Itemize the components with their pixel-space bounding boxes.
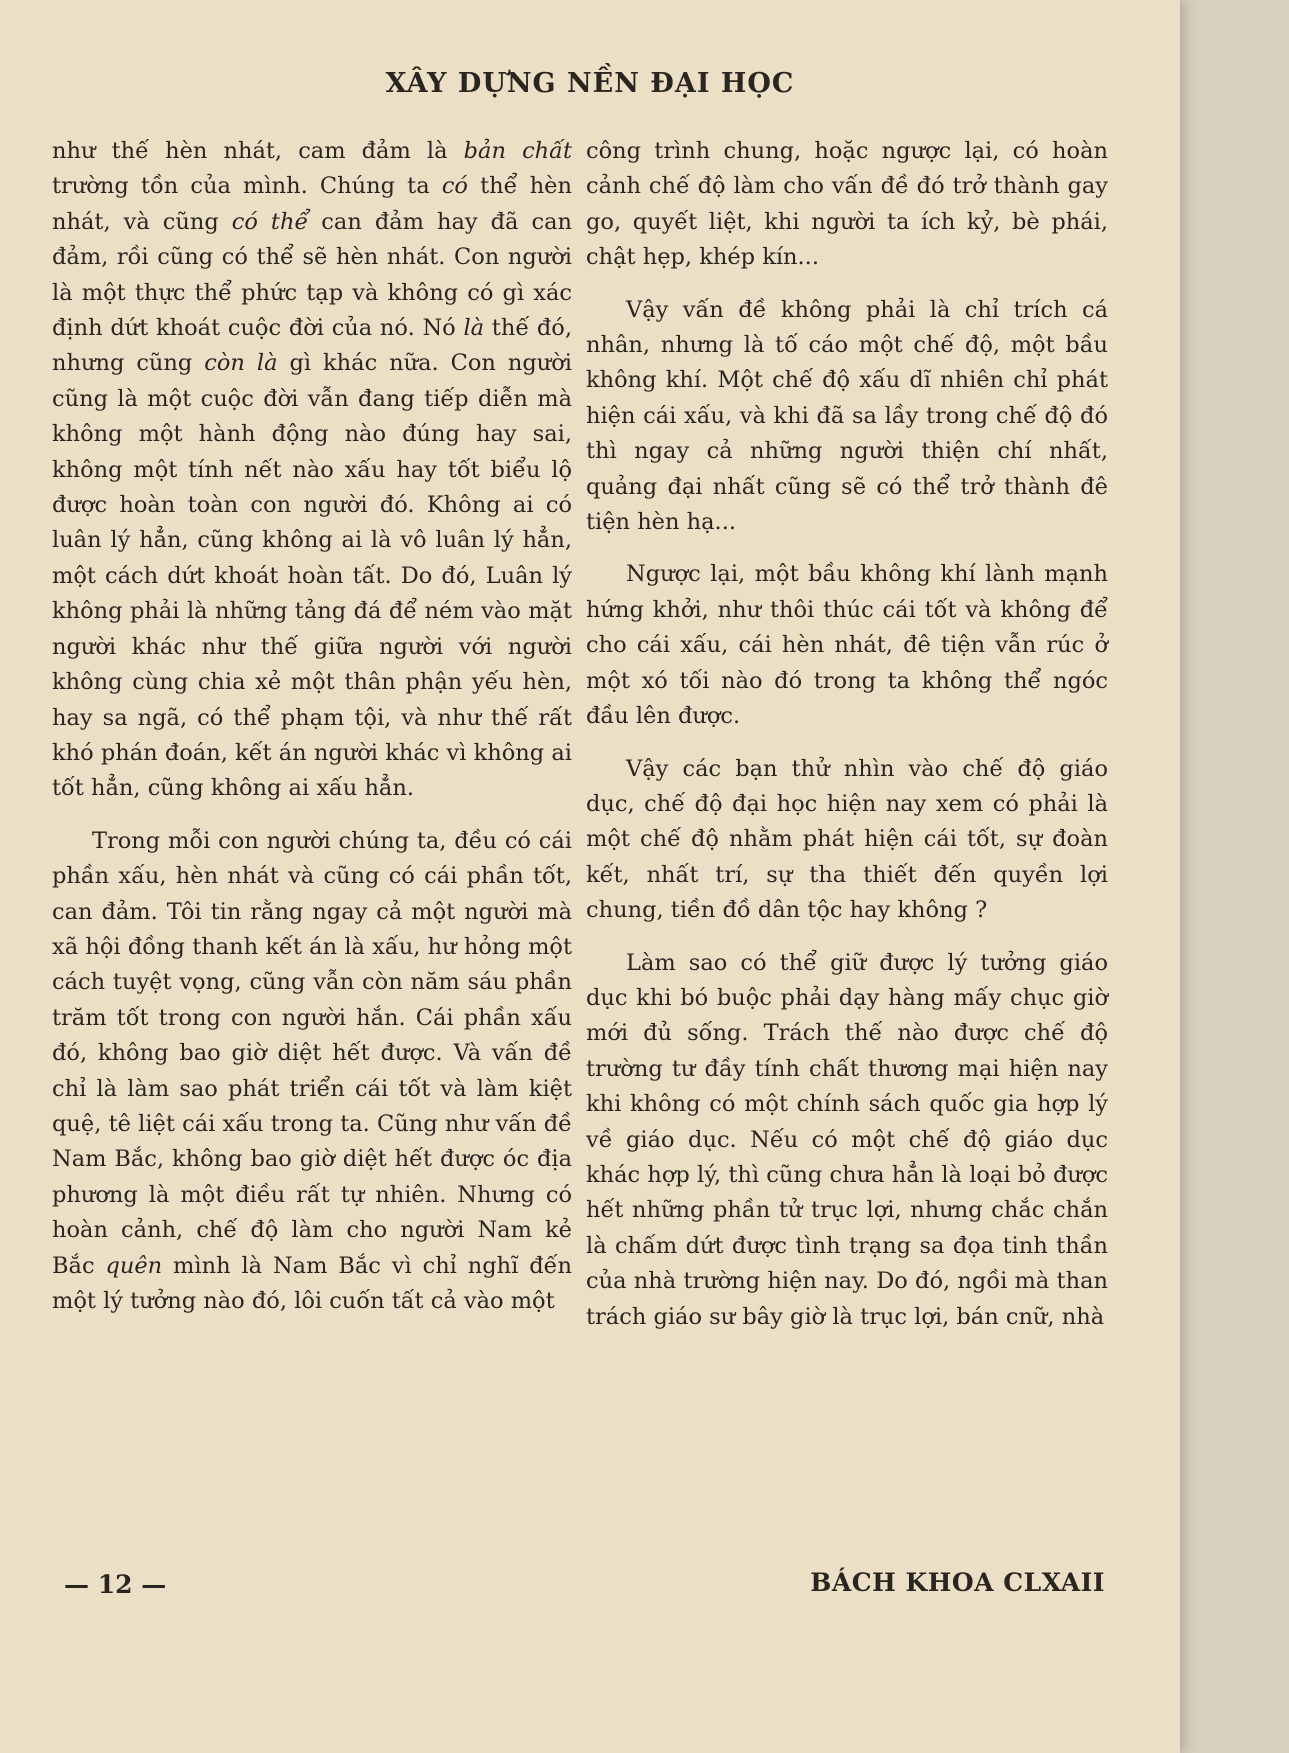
left-paragraph-1 [52, 134, 572, 807]
page-number: — 12 — [64, 1570, 167, 1599]
text-run: thể hèn nhát, và cũng [52, 173, 572, 235]
right-paragraph-1: công trình chung, hoặc ngược lại, có hoàn cảnh chế độ làm cho vấn đề đó trở thành gay go, quyết liệt, khi người ta ích kỷ, bè phái, chật hẹp, khép kín... [586, 138, 1108, 271]
right-paragraph-5: Làm sao có thể giữ được lý tưởng giáo dục khi bó buộc phải dạy hàng mấy chục giờ mới đủ sống. Trách thế nào được chế độ trường tư đầy tính chất thương mại hiện nay khi không có một chính sách quốc gia hợp lý về giáo dục. Nếu có một chế độ giáo dục khác hợp lý, thì cũng chưa hẳn là loại bỏ được hết những phần tử trục lợi, nhưng chắc chắn là chấm dứt được tình trạng sa đọa tinh thần của nhà trường hiện nay. Do đó, ngồi mà than trách giáo sư bây giờ là trục lợi, bán cnữ, nhà [586, 949, 1108, 1330]
magazine-issue: BÁCH KHOA CLXAII [810, 1568, 1105, 1597]
left-column [52, 134, 572, 1336]
left-paragraph-2 [52, 824, 572, 1320]
running-head: XÂY DỰNG NỀN ĐẠI HỌC [385, 68, 795, 99]
italic-run: quên [105, 1252, 163, 1279]
text-run: gì khác nữa. Con người cũng là một cuộc đời vẫn đang tiếp diễn mà không một hành động nào đúng hay sai, không một tính nết nào xấu hay tốt biểu lộ được hoàn toàn con người đó. Không ai có luân lý hẳn, cũng không ai là vô luân lý hẳn, một cách dứt khoát hoàn tất. Do đó, Luân lý không phải là những tảng đá để ném vào mặt người khác như thế giữa người với người không cùng chia xẻ một thân phận yếu hèn, hay sa ngã, có thể phạm tội, và như thế rất khó phán đoán, kết án người khác vì không ai tốt hẳn, cũng không ai xấu hẳn. [52, 350, 572, 802]
right-column [586, 134, 1108, 1352]
text-run: thế đó, nhưng cũng [52, 315, 573, 377]
right-paragraph-4: Vậy các bạn thử nhìn vào chế độ giáo dục, chế độ đại học hiện nay xem có phải là một chế độ nhằm phát hiện cái tốt, sự đoàn kết, nhất trí, sự tha thiết đến quyền lợi chung, tiền đồ dân tộc hay không ? [586, 755, 1108, 924]
text-run: như thế hèn nhát, cam đảm là [52, 138, 464, 164]
right-paragraph-2: Vậy vấn đề không phải là chỉ trích cá nhân, nhưng là tố cáo một chế độ, một bầu không khí. Một chế độ xấu dĩ nhiên chỉ phát hiện cái xấu, và khi đã sa lầy trong chế độ đó thì ngay cả những người thiện chí nhất, quảng đại nhất cũng sẽ có thể trở thành đê tiện hèn hạ... [586, 296, 1108, 536]
text-run: mình là Nam Bắc vì chỉ nghĩ đến một lý tưởng nào đó, lôi cuốn tất cả vào một [52, 1252, 572, 1314]
italic-run: có [441, 173, 468, 200]
text-run: Trong mỗi con người chúng ta, đều có cái phần xấu, hèn nhát và cũng có cái phần tốt, can đảm. Tôi tin rằng ngay cả một người mà xã hội đồng thanh kết án là xấu, hư hỏng một cách tuyệt vọng, cũng vẫn còn năm sáu phần trăm tốt trong con người hắn. Cái phần xấu đó, không bao giờ diệt hết được. Và vấn đề chỉ là làm sao phát triển cái tốt và làm kiệt quệ, tê liệt cái xấu trong ta. Cũng như vấn đề Nam Bắc, không bao giờ diệt hết được óc địa phương là một điều rất tự nhiên. Nhưng có hoàn cảnh, chế độ làm cho người Nam kẻ Bắc [52, 827, 572, 1279]
italic-run: còn là [204, 350, 278, 377]
italic-run: có thể [231, 208, 309, 235]
italic-run: là [463, 315, 485, 342]
text-run: can đảm hay đã can đảm, rồi cũng có thể sẽ hèn nhát. Con người là một thực thể phức tạp và không có gì xác định dứt khoát cuộc đời của nó. Nó [52, 208, 572, 342]
text-run: trường tồn của mình. Chúng ta [52, 173, 442, 200]
italic-run: bản chất [463, 138, 572, 164]
right-paragraph-3: Ngược lại, một bầu không khí lành mạnh hứng khởi, như thôi thúc cái tốt và không để cho cái xấu, cái hèn nhát, đê tiện vẫn rúc ở một xó tối nào đó trong ta không thể ngóc đầu lên được. [586, 561, 1108, 730]
